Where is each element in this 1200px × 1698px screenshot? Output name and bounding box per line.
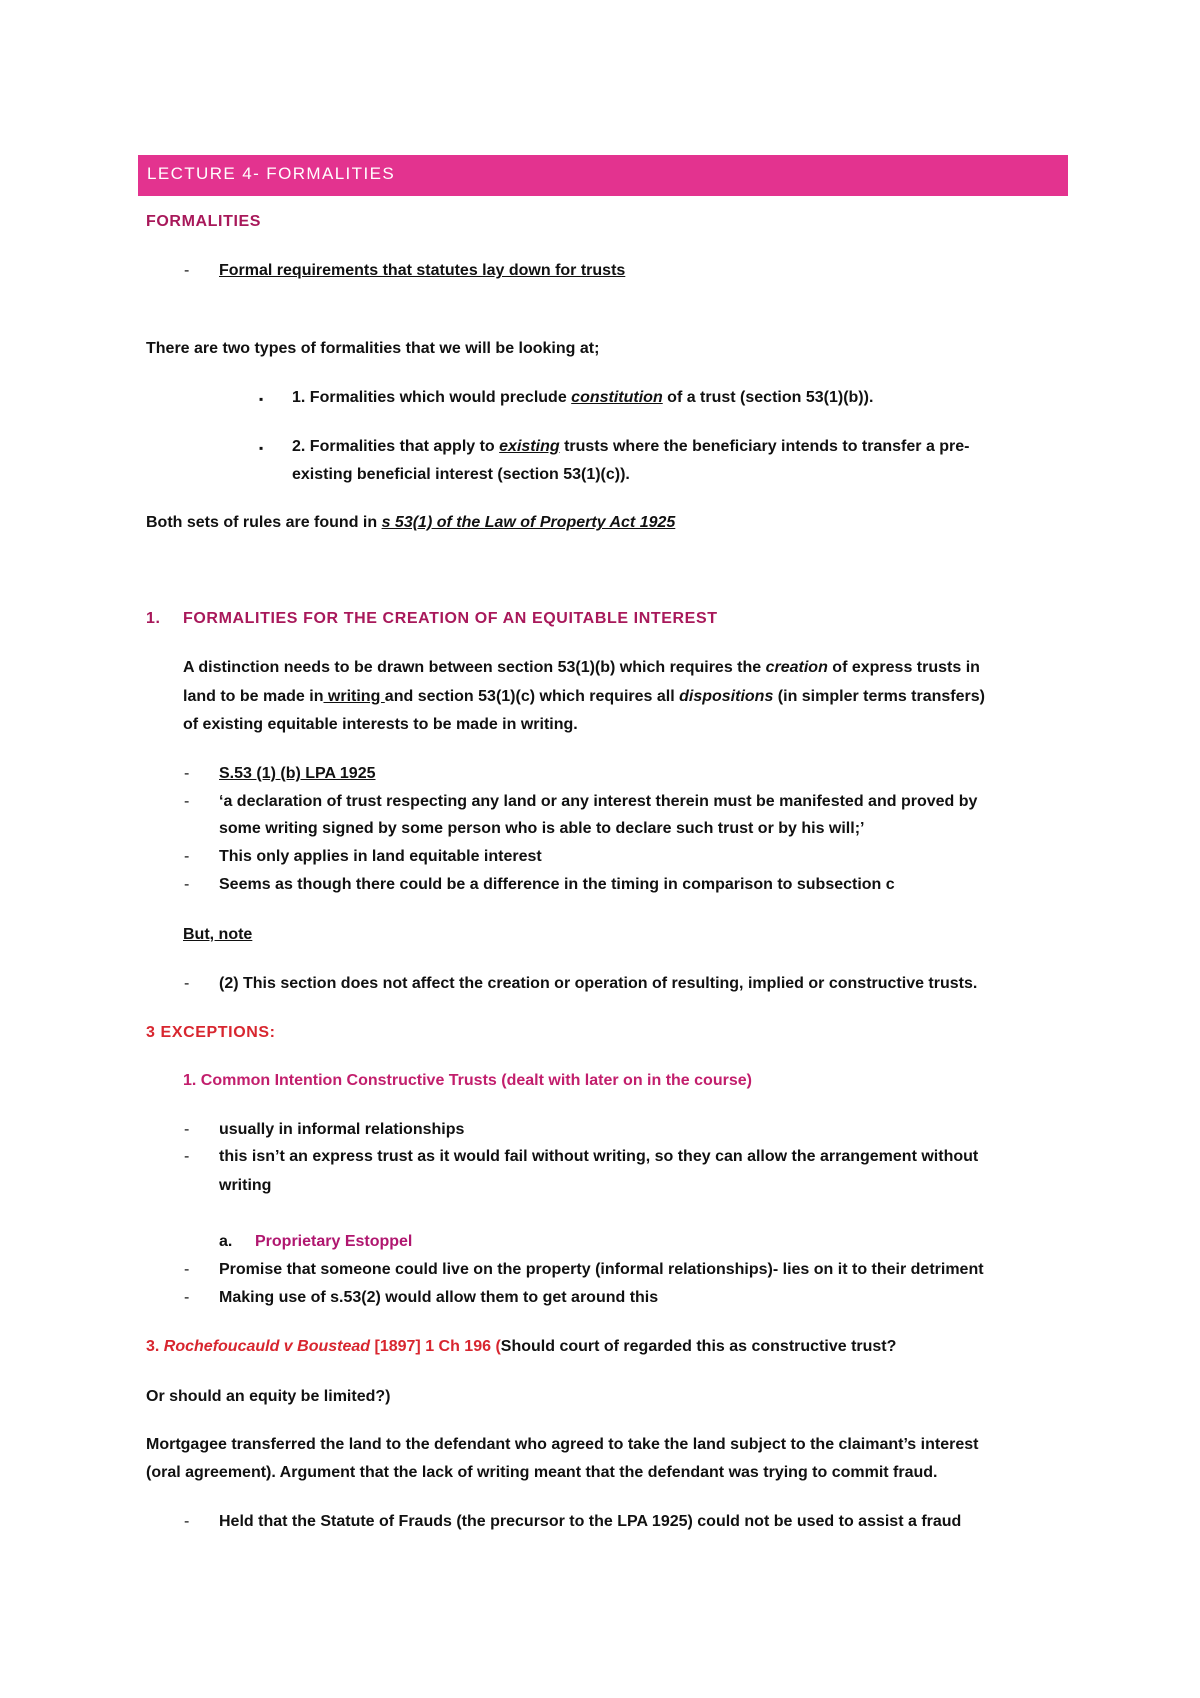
dash-marker: - xyxy=(184,1121,190,1138)
type-2-continued: existing beneficial interest (section 53(1)(c)). xyxy=(292,466,630,483)
statute-quote-line-2: some writing signed by some person who is able to declare such trust or by his will;’ xyxy=(219,820,865,837)
intro-point: Formal requirements that statutes lay down for trusts xyxy=(219,262,626,279)
bullet-marker: ▪ xyxy=(259,441,264,455)
section-1-title: FORMALITIES FOR THE CREATION OF AN EQUITABLE INTEREST xyxy=(183,610,718,627)
dash-marker: - xyxy=(184,1261,190,1278)
rochefoucauld-question-line-2: Or should an equity be limited?) xyxy=(146,1388,391,1405)
dash-marker: - xyxy=(184,1513,190,1530)
dash-marker: - xyxy=(184,1148,190,1165)
express-trust-point-line-1: this isn’t an express trust as it would fail without writing, so they can allow the arrangement without xyxy=(219,1148,979,1165)
distinction-paragraph-line-1: A distinction needs to be drawn between section 53(1)(b) which requires the creation of express trusts in xyxy=(183,659,980,676)
distinction-paragraph-line-2: land to be made in writing and section 53(1)(c) which requires all dispositions (in simpler terms transfers) xyxy=(183,688,985,705)
timing-point: Seems as though there could be a difference in the timing in comparison to subsection c xyxy=(219,876,895,893)
informal-relationships-point: usually in informal relationships xyxy=(219,1121,465,1138)
mortgagee-paragraph-line-1: Mortgagee transferred the land to the defendant who agreed to take the land subject to the claimant’s interest xyxy=(146,1436,979,1453)
express-trust-point-line-2: writing xyxy=(219,1177,272,1194)
dash-marker: - xyxy=(184,1289,190,1306)
dash-marker: - xyxy=(184,848,190,865)
bullet-marker: ▪ xyxy=(259,392,264,406)
s53-reference: S.53 (1) (b) LPA 1925 xyxy=(219,765,376,782)
type-2-emphasis: existing xyxy=(499,438,560,455)
lpa-reference: s 53(1) of the Law of Property Act 1925 xyxy=(381,514,676,531)
distinction-paragraph-line-3: of existing equitable interests to be made in writing. xyxy=(183,716,578,733)
section-heading: FORMALITIES xyxy=(146,213,262,230)
rochefoucauld-case-line: 3. Rochefoucauld v Boustead [1897] 1 Ch 196 (Should court of regarded this as constructive trust? xyxy=(146,1338,897,1355)
two-types-text: There are two types of formalities that we will be looking at; xyxy=(146,340,600,357)
both-sets-text: Both sets of rules are found in s 53(1) of the Law of Property Act 1925 xyxy=(146,514,676,531)
held-point: Held that the Statute of Frauds (the precursor to the LPA 1925) could not be used to assist a fraud xyxy=(219,1513,962,1530)
section-1-number: 1. xyxy=(146,610,161,627)
exception-1-title: 1. Common Intention Constructive Trusts (dealt with later on in the course) xyxy=(183,1072,752,1089)
dash-marker: - xyxy=(184,262,190,279)
dash-marker: - xyxy=(184,876,190,893)
promise-point: Promise that someone could live on the property (informal relationships)- lies on it to their detriment xyxy=(219,1261,984,1278)
but-note: But, note xyxy=(183,926,253,943)
lecture-title: LECTURE 4- FORMALITIES xyxy=(147,164,396,183)
type-2-item: 2. Formalities that apply to existing trusts where the beneficiary intends to transfer a pre- xyxy=(292,438,970,455)
dash-marker: - xyxy=(184,975,190,992)
lecture-title-banner xyxy=(138,155,1068,196)
sub-a-label: a. xyxy=(219,1233,233,1250)
type-1-item: 1. Formalities which would preclude constitution of a trust (section 53(1)(b)). xyxy=(292,389,874,406)
type-1-emphasis: constitution xyxy=(571,389,663,406)
making-use-point: Making use of s.53(2) would allow them to get around this xyxy=(219,1289,659,1306)
dash-marker: - xyxy=(184,765,190,782)
proprietary-estoppel-title: Proprietary Estoppel xyxy=(255,1233,413,1250)
case-name: Rochefoucauld v Boustead xyxy=(163,1338,371,1355)
dash-marker: - xyxy=(184,793,190,810)
only-applies-point: This only applies in land equitable interest xyxy=(219,848,542,865)
subsection-2-point: (2) This section does not affect the creation or operation of resulting, implied or constructive trusts. xyxy=(219,975,978,992)
statute-quote-line-1: ‘a declaration of trust respecting any land or any interest therein must be manifested and proved by xyxy=(219,793,978,810)
mortgagee-paragraph-line-2: (oral agreement). Argument that the lack of writing meant that the defendant was trying to commit fraud. xyxy=(146,1464,938,1481)
exceptions-heading: 3 EXCEPTIONS: xyxy=(146,1024,276,1041)
